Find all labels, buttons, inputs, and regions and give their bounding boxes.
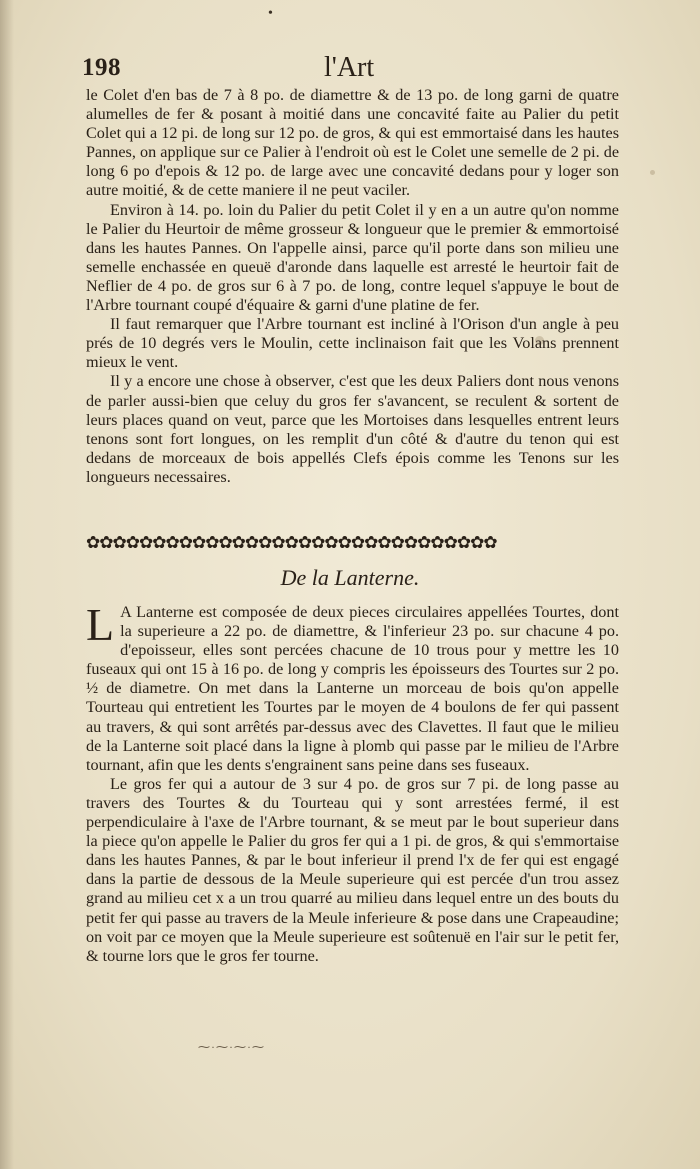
page-header [82, 52, 622, 86]
page-number: 198 [82, 54, 121, 81]
paragraph: Il y a encore une chose à observer, c'est que les deux Paliers dont nous venons de parler aussi-bien que celuy du gros fer s'avancent, se reculent & sortent de leurs places quand on veut, parce que les Mortoises dans lesquelles entrent leurs tenons sont fort longues, on les remplit d'un côté & d'autre du tenon qui est dedans de morceaux de bois appellés Clefs épois comme les Tenons sur les longueurs necessaires. [86, 372, 619, 486]
body-text-bottom [86, 599, 619, 966]
footer-ink-mark: ⁓·⁓·⁓·⁓ [198, 1040, 265, 1054]
drop-cap: L [86, 599, 115, 650]
ornament-divider [86, 532, 619, 554]
paragraph: le Colet d'en bas de 7 à 8 po. de diamettre & de 13 po. de long garni de quatre alumelles de fer & posant à moitié dans une concavité faite au Palier du petit Colet qui a 12 pi. de long sur 12 po. de gros, & qui est emmortaisé dans les hautes Pannes, on applique sur ce Palier à l'endroit où est le Colet une semelle de 2 pi. de long 6 po d'epois & 12 po. de large avec une concavité dedans pour y loger son autre moitié, & de cette maniere il ne peut vaciler. [86, 86, 619, 200]
ornament-band: ✿✿✿✿✿✿✿✿✿✿✿✿✿✿✿✿✿✿✿✿✿✿✿✿✿✿✿✿✿✿✿ [86, 533, 497, 553]
running-head: l'Art [324, 52, 375, 83]
paragraph-text: A Lanterne est composée de deux pieces circulaires appellées Tourtes, dont la superieure a 22 po. de diamettre, & l'inferieur 23 po. sur chacune 4 po. d'epoisseur, elles sont percées chacune de 10 trous pour y mettre les 10 fuseaux qui ont 15 à 16 po. de long y compris les époisseurs des Tourtes sur 2 po. ½ de diametre. On met dans la Lanterne un morceau de bois qu'on appelle Tourteau qui entretient les Tourtes par le moyen de 4 boulons de fer qui passent au travers, & qui sont arrêtés par-dessus avec des Clavettes. Il faut que le milieu de la Lanterne soit placé dans la ligne à plomb qui passe par le milieu de l'Arbre tournant, afin que les dents s'engrainent sans peine dans ses fuseaux. [86, 603, 619, 774]
foxing-spot [650, 170, 655, 175]
section-title: De la Lanterne. [280, 565, 420, 590]
paragraph [86, 599, 619, 775]
paragraph: Le gros fer qui a autour de 3 sur 4 po. de gros sur 7 pi. de long passe au travers des Tourtes & du Tourteau qui y sont arrestées fermé, il est perpendiculaire à l'axe de l'Arbre tournant, & se meut par le bout superieur dans la piece qu'on appelle le Palier du gros fer qui a 1 pi. de gros, & qui s'emmortaise dans les hautes Pannes, & par le bout inferieur il prend l'x de fer qui est engagé dans la partie de dessous de la Meule superieure qui est percée d'un trou assez grand au milieu cet x a un trou quarré au milieu dans lequel entre un des bouts du petit fer qui passe au travers de la Meule inferieure & pose dans une Crapeaudine; on voit par ce moyen que la Meule superieure est soûtenuë en l'air sur le petit fer, & tourne lors que le gros fer tourne. [86, 774, 619, 965]
body-text-top [86, 86, 619, 487]
paragraph: Environ à 14. po. loin du Palier du petit Colet il y en a un autre qu'on nomme le Palier du Heurtoir de même grosseur & longueur que le premier & emmortoisé dans les hautes Pannes. On l'appelle ainsi, parce qu'il porte dans son milieu une semelle enchassée en queuë d'aronde dans laquelle est arresté le heurtoir fait de Neflier de 4 po. de gros sur 6 à 7 po. de long, contre lequel s'appuye le bout de l'Arbre tournant coupé d'équaire & garni d'une platine de fer. [86, 200, 619, 315]
paragraph: Il faut remarquer que l'Arbre tournant est incliné à l'Orison d'un angle à peu prés de 10 degrés vers le Moulin, cette inclinaison fait que les Volans prennent mieux le vent. [86, 315, 619, 372]
top-ink-mark: • [268, 6, 273, 21]
